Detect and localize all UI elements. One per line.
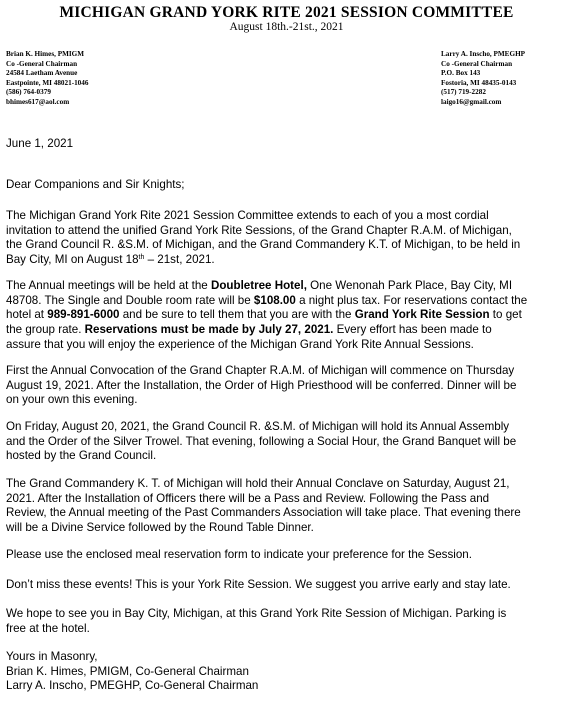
contact-street: 24584 Laetham Avenue (6, 69, 78, 78)
signature-block (6, 650, 568, 694)
contact-role: Co -General Chairman (441, 59, 513, 68)
salutation: Dear Companions and Sir Knights; (6, 178, 185, 191)
contact-phone: (586) 764-0379 (6, 88, 51, 97)
letterhead-title: MICHIGAN GRAND YORK RITE 2021 SESSION COMMITTEE (59, 4, 514, 21)
signer-name: Larry A. Inscho, PMEGHP, Co-General Chairman (6, 679, 259, 693)
reservation-deadline: Reservations must be made by July 27, 2021. (84, 323, 334, 337)
hotel-phone: 989-891-6000 (47, 308, 120, 322)
letterhead-dates: August 18th.-21st., 2021 (229, 21, 344, 33)
contact-role: Co -General Chairman (6, 59, 78, 68)
contact-email: laigo16@gmail.com (441, 97, 502, 106)
letter-date: June 1, 2021 (6, 137, 74, 150)
hotel-name: Doubletree Hotel, (210, 279, 307, 292)
contact-name: Larry A. Inscho, PMEGHP (441, 50, 526, 58)
paragraph-hotel: The Annual meetings will be held at the Doubletree Hotel, One Wenonah Park Place, Bay City, MI 48708. The Single and Double room rate will be $108.00 a night plus tax. For reservations contact the hotel at 989-891-6000 and be sure to tell them that you are with the Grand York Rite Session to get the group rate. Reservations must be made by July 27, 2021. Every effort has been made to assure that you will enjoy the experience of the Michigan Grand York Rite Annual Sessions. (6, 279, 528, 351)
contact-name: Brian K. Himes, PMIGM (6, 50, 85, 58)
paragraph-meal-form: Please use the enclosed meal reservation form to indicate your preference for the Session. (6, 548, 472, 561)
paragraph-friday: On Friday, August 20, 2021, the Grand Council R. &S.M. of Michigan will hold its Annual Assembly and the Order of the Silver Trowel. That evening, following a Social Hour, the Grand Banquet will be hosted by the Grand Council. (6, 420, 517, 463)
paragraph-parking: We hope to see you in Bay City, Michigan, at this Grand York Rite Session of Michigan. Parking is free at the hotel. (6, 607, 507, 635)
contact-street: P.O. Box 143 (441, 69, 481, 78)
signer-name: Brian K. Himes, PMIGM, Co-General Chairman (6, 664, 249, 678)
paragraph-saturday: The Grand Commandery K. T. of Michigan will hold their Annual Conclave on Saturday, August 21, 2021. After the Installation of Officers there will be a Pass and Review. Following the Pass and Review, the Annual meeting of the Past Commanders Association will take place. That evening there will be a Divine Service followed by the Round Table Dinner. (6, 477, 521, 535)
contact-city: Fostoria, MI 48435-0143 (441, 78, 517, 87)
contact-email: bhimes617@aol.com (6, 97, 70, 106)
closing: Yours in Masonry, (6, 650, 98, 663)
right-contact-block (441, 50, 525, 108)
group-name: Grand York Rite Session (354, 308, 490, 322)
room-rate: $108.00 (253, 293, 296, 307)
contact-phone: (517) 719-2282 (441, 88, 486, 97)
paragraph-invitation: The Michigan Grand York Rite 2021 Session Committee extends to each of you a most cordial invitation to attend the unified Grand York Rite Sessions, of the Grand Chapter R.A.M. of Michigan, the Grand Council R. &S.M. of Michigan, and the Grand Commandery K.T. of Michigan, to be held in Bay City, MI on August 18th – 21st, 2021. (6, 209, 521, 267)
left-contact-block (6, 50, 88, 108)
contact-city: Eastpointe, MI 48021-1046 (6, 78, 89, 87)
paragraph-dont-miss: Don’t miss these events! This is your York Rite Session. We suggest you arrive early and stay late. (6, 578, 511, 591)
paragraph-thursday: First the Annual Convocation of the Grand Chapter R.A.M. of Michigan will commence on Thursday August 19, 2021. After the Installation, the Order of High Priesthood will be conferred. Dinner will be on your own this evening. (6, 364, 517, 407)
